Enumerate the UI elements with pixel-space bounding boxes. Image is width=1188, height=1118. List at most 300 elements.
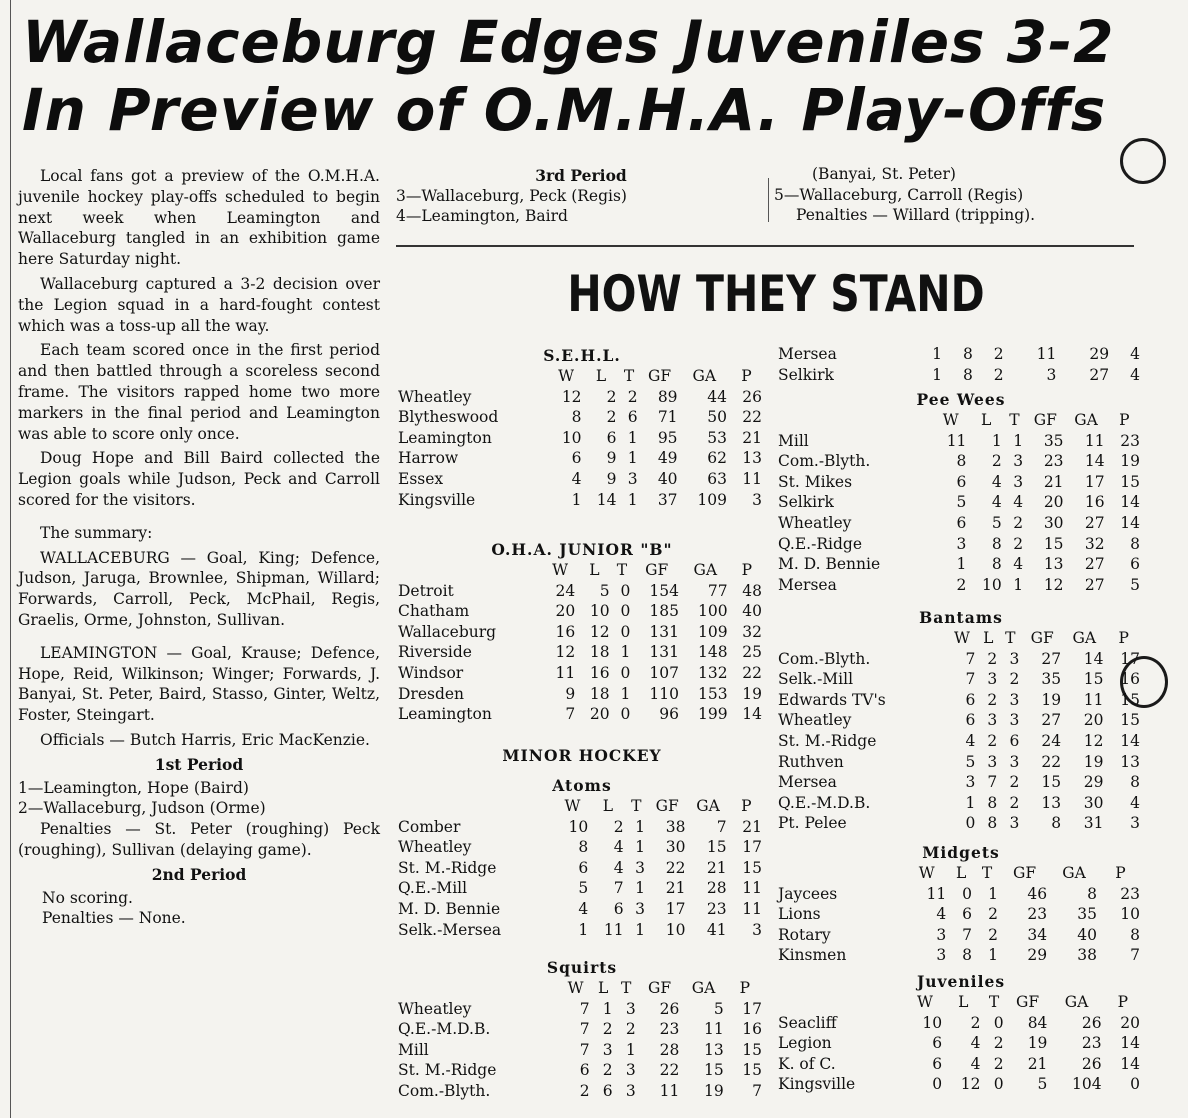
stat-cell: 3 [1009, 752, 1020, 771]
headline-line-1: Wallaceburg Edges Juveniles 3-2 [22, 8, 1115, 76]
penalties-line: Penalties — None. [42, 909, 186, 928]
team-name: Wheatley [398, 999, 472, 1018]
stat-cell: 19 [1120, 452, 1140, 471]
column-header: L [983, 629, 994, 647]
stat-cell: 0 [620, 663, 631, 682]
stat-cell: 13 [1043, 555, 1064, 574]
table-row [398, 1081, 764, 1102]
stat-cell: 0 [965, 814, 976, 833]
stat-cell: 17 [1084, 472, 1105, 491]
stat-cell: 14 [1120, 1054, 1140, 1073]
stat-cell: 34 [1027, 925, 1048, 944]
stat-cell: 3 [1130, 814, 1140, 833]
stat-cell: 21 [706, 858, 727, 877]
division-title: Midgets [922, 843, 1000, 862]
leamington-lineup: LEAMINGTON — Goal, Krause; Defence, Hope, Reid, Wilkinson; Winger; Forwards, J. Banyai, St. Peter, Baird, Stasso, Ginter, Weltz, Foster, Steingart. [18, 643, 380, 725]
column-header: T [621, 979, 632, 997]
stat-cell: 27 [1041, 711, 1062, 730]
column-header: P [739, 979, 751, 997]
table-row [778, 344, 1142, 365]
column-header-row [398, 560, 764, 581]
stat-cell: 15 [742, 1061, 762, 1080]
stat-cell: 2 [606, 387, 617, 406]
league-title: O.H.A. JUNIOR "B" [491, 540, 673, 559]
stat-cell: 11 [603, 920, 624, 939]
stat-cell: 4 [936, 905, 947, 924]
stat-cell: 28 [659, 1040, 680, 1059]
stat-cell: 5 [1037, 1075, 1048, 1094]
stat-cell: 5 [956, 493, 967, 512]
stat-cell: 8 [1130, 925, 1140, 944]
squirts-standings [398, 958, 766, 1102]
column-header: W [558, 367, 575, 385]
team-name: Wheatley [398, 387, 472, 406]
team-name: Chatham [398, 602, 470, 621]
table-row [398, 601, 764, 622]
table-row [778, 1074, 1142, 1095]
scoring-line: 1—Leamington, Hope (Baird) [18, 778, 249, 797]
standings-table [398, 978, 764, 1102]
stat-cell: 22 [742, 663, 762, 682]
stat-cell: 6 [965, 711, 976, 730]
stat-cell: 1 [988, 946, 998, 965]
table-row [778, 690, 1142, 711]
stat-cell: 7 [1130, 946, 1140, 965]
stat-cell: 11 [659, 1081, 680, 1100]
stat-cell: 14 [1120, 1034, 1140, 1053]
team-name: Kingsville [778, 1075, 856, 1094]
stat-cell: 10 [982, 575, 1002, 594]
stat-cell: 30 [665, 838, 686, 857]
stat-cell: 21 [742, 817, 762, 836]
stat-cell: 6 [932, 1054, 943, 1073]
stat-cell: 14 [742, 705, 762, 724]
stat-cell: 1 [620, 643, 631, 662]
column-header-row [398, 796, 764, 817]
section-rule [396, 245, 1134, 247]
table-row [398, 407, 764, 428]
division-title: Pee Wees [916, 390, 1006, 409]
midgets-standings [778, 843, 1144, 966]
stat-cell: 4 [1130, 345, 1140, 363]
stat-cell: 4 [970, 1054, 981, 1073]
stat-cell: 6 [962, 905, 973, 924]
stat-cell: 23 [1120, 431, 1140, 450]
stat-cell: 30 [1083, 793, 1104, 812]
penalties-line: Penalties — St. Peter (roughing) Peck (roughing), Sullivan (delaying game). [18, 820, 380, 859]
stat-cell: 3 [625, 1081, 636, 1100]
stat-cell: 5 [1130, 575, 1140, 594]
scoring-line: (Banyai, St. Peter) [812, 165, 956, 183]
stat-cell: 5 [713, 999, 724, 1018]
stat-cell: 6 [602, 1081, 613, 1100]
team-name: Wallaceburg [398, 622, 497, 641]
stat-cell: 23 [1081, 1034, 1102, 1053]
stat-cell: 15 [742, 1040, 762, 1059]
stat-cell: 2 [991, 452, 1002, 471]
team-name: Harrow [398, 449, 459, 468]
team-name: Leamington [398, 705, 492, 724]
table-row [778, 945, 1142, 966]
stat-cell: 7 [565, 705, 576, 724]
column-header: L [602, 797, 614, 815]
stat-cell: 8 [991, 555, 1002, 574]
stat-cell: 154 [649, 581, 679, 600]
column-header: GF [655, 797, 679, 815]
table-row [398, 642, 764, 663]
team-name: Selkirk [778, 365, 834, 384]
stat-cell: 11 [742, 879, 762, 898]
team-name: Blytheswood [398, 408, 499, 427]
stat-cell: 6 [1130, 555, 1140, 574]
stat-cell: 4 [1130, 365, 1140, 384]
column-header: GA [691, 979, 716, 997]
stat-cell: 10 [665, 920, 686, 939]
team-name: Com.-Blyth. [398, 1081, 491, 1100]
team-header [398, 366, 549, 387]
table-row [778, 431, 1142, 452]
stat-cell: 14 [1120, 731, 1140, 750]
stat-cell: 8 [987, 793, 998, 812]
stat-cell: 2 [1009, 773, 1020, 792]
first-period-heading: 1st Period [154, 754, 244, 774]
stat-cell: 1 [578, 920, 589, 939]
stat-cell: 5 [991, 513, 1002, 532]
stat-cell: 1 [965, 793, 976, 812]
stat-cell: 2 [993, 1034, 1004, 1053]
stat-cell: 1 [956, 555, 967, 574]
table-row [398, 469, 764, 490]
standings-table [778, 344, 1142, 385]
stat-cell: 15 [742, 858, 762, 877]
stat-cell: 185 [649, 602, 679, 621]
stat-cell: 2 [613, 817, 624, 836]
stat-cell: 89 [657, 387, 678, 406]
stat-cell: 2 [993, 345, 1004, 363]
stat-cell: 1 [602, 999, 613, 1018]
team-header [398, 796, 555, 817]
column-header-row [778, 992, 1142, 1013]
column-header: T [1009, 411, 1020, 429]
stat-cell: 95 [657, 428, 678, 447]
stat-cell: 29 [1027, 946, 1048, 965]
stat-cell: 71 [657, 408, 678, 427]
column-header: P [1118, 629, 1129, 647]
column-header: P [741, 797, 752, 815]
stat-cell: 77 [707, 581, 728, 600]
team-header [778, 863, 905, 884]
bantams-standings [778, 608, 1144, 834]
stat-cell: 3 [1013, 472, 1024, 491]
summary-intro: The summary: [40, 523, 153, 542]
stat-cell: 109 [697, 490, 727, 509]
team-name: Mersea [778, 575, 837, 594]
stat-cell: 16 [589, 663, 610, 682]
stat-cell: 3 [635, 899, 645, 918]
stat-cell: 22 [665, 858, 686, 877]
stat-cell: 9 [565, 684, 576, 703]
stat-cell: 2 [1013, 534, 1024, 553]
stat-cell: 12 [960, 1075, 981, 1094]
table-row [778, 1013, 1142, 1034]
stat-cell: 14 [1084, 452, 1105, 471]
headline [22, 8, 1172, 144]
stat-cell: 2 [602, 1020, 613, 1039]
division-title: Juveniles [916, 972, 1006, 991]
team-name: Com.-Blyth. [778, 452, 871, 471]
stat-cell: 21 [1027, 1054, 1048, 1073]
team-name: Wheatley [778, 711, 852, 730]
stat-cell: 6 [579, 1061, 590, 1080]
stat-cell: 7 [613, 879, 624, 898]
team-name: K. of C. [778, 1054, 836, 1073]
team-name: St. M.-Ridge [398, 858, 497, 877]
stat-cell: 1 [635, 879, 645, 898]
stat-cell: 110 [649, 684, 679, 703]
stat-cell: 1 [635, 817, 645, 836]
stat-cell: 9 [606, 469, 617, 488]
stat-cell: 8 [987, 814, 998, 833]
table-row [398, 622, 764, 643]
stat-cell: 7 [965, 649, 976, 668]
stat-cell: 18 [589, 684, 610, 703]
stat-cell: 3 [625, 1061, 636, 1080]
story-column [18, 166, 380, 929]
juveniles-standings [778, 972, 1144, 1095]
stat-cell: 11 [742, 469, 762, 488]
stat-cell: 2 [993, 365, 1004, 384]
scoring-line: 3—Wallaceburg, Peck (Regis) [396, 187, 627, 205]
team-name: Selk.-Mersea [398, 920, 502, 939]
stat-cell: 3 [936, 925, 947, 944]
column-header: GA [1062, 864, 1086, 882]
stat-cell: 0 [932, 1075, 943, 1094]
stat-cell: 10 [922, 1013, 943, 1032]
stat-cell: 2 [606, 408, 617, 427]
table-row [778, 752, 1142, 773]
stat-cell: 16 [1084, 493, 1105, 512]
atoms-standings [398, 776, 766, 940]
stat-cell: 107 [649, 663, 679, 682]
stat-cell: 1 [627, 449, 638, 468]
table-row [398, 837, 764, 858]
stat-cell: 18 [589, 643, 610, 662]
team-name: Pt. Pelee [778, 814, 847, 833]
column-header: L [595, 367, 607, 385]
stat-cell: 2 [627, 387, 638, 406]
team-name: Q.E.-M.D.B. [778, 793, 871, 812]
stat-cell: 2 [987, 731, 998, 750]
stat-cell: 15 [1120, 472, 1140, 491]
team-name: Mill [778, 431, 809, 450]
stat-cell: 6 [1009, 731, 1020, 750]
column-header-row [778, 410, 1142, 431]
stat-cell: 3 [1009, 711, 1020, 730]
column-header: T [1005, 629, 1016, 647]
stat-cell: 0 [993, 1075, 1004, 1094]
column-header: GF [1030, 629, 1054, 647]
stat-cell: 153 [698, 684, 728, 703]
division-title: Bantams [919, 608, 1003, 627]
table-row [398, 663, 764, 684]
stat-cell: 3 [1009, 814, 1020, 833]
stat-cell: 8 [1087, 884, 1097, 903]
column-header: L [589, 561, 600, 579]
team-name: M. D. Bennie [398, 899, 501, 918]
scoring-line: No scoring. [42, 888, 133, 907]
standings-table [778, 628, 1142, 834]
stat-cell: 20 [589, 705, 610, 724]
standings-table [398, 366, 764, 510]
standings-table [778, 863, 1142, 966]
table-row [398, 387, 764, 408]
table-row [778, 813, 1142, 834]
stat-cell: 3 [635, 858, 645, 877]
stat-cell: 11 [926, 884, 947, 903]
table-row [398, 920, 764, 941]
team-name: St. M.-Ridge [398, 1061, 497, 1080]
stat-cell: 37 [657, 490, 678, 509]
stat-cell: 44 [707, 387, 727, 406]
stat-cell: 35 [1077, 905, 1097, 924]
stat-cell: 6 [965, 690, 976, 709]
stat-cell: 3 [625, 999, 636, 1018]
officials: Officials — Butch Harris, Eric MacKenzie. [40, 730, 370, 749]
team-name: Wheatley [778, 513, 852, 532]
stat-cell: 132 [698, 663, 728, 682]
column-header: GA [693, 561, 718, 579]
column-header-row [778, 628, 1142, 649]
league-title: S.E.H.L. [543, 346, 621, 365]
third-period-continued [774, 164, 1134, 226]
column-header: T [623, 367, 635, 385]
stat-cell: 35 [1041, 670, 1062, 689]
stat-cell: 4 [1013, 555, 1024, 574]
team-name: Rotary [778, 925, 831, 944]
table-row [778, 731, 1142, 752]
column-header: GF [648, 367, 672, 385]
scoring-line: 4—Leamington, Baird [396, 207, 568, 225]
continued-standings [778, 344, 1144, 385]
stat-cell: 48 [742, 581, 762, 600]
stat-cell: 21 [742, 428, 762, 447]
table-row [398, 684, 764, 705]
stat-cell: 2 [988, 925, 998, 944]
column-header: T [981, 864, 993, 882]
stat-cell: 62 [707, 449, 727, 468]
wallaceburg-lineup: WALLACEBURG — Goal, King; Defence, Judson, Jaruga, Brownlee, Shipman, Willard; Forwards, Carroll, Peck, McPhail, Regis, Graelis, Orme, Johnston, Sullivan. [18, 548, 380, 629]
stat-cell: 3 [965, 773, 976, 792]
team-name: Lions [778, 905, 821, 924]
standings-table [778, 992, 1142, 1095]
peewees-standings [778, 390, 1144, 595]
team-header [398, 978, 560, 999]
stat-cell: 100 [698, 602, 728, 621]
stat-cell: 23 [1120, 884, 1140, 903]
stat-cell: 11 [555, 663, 576, 682]
table-row [778, 554, 1142, 575]
story-paragraph: Wallaceburg captured a 3-2 decision over the Legion squad in a hard-fought contest which was a toss-up all the way. [18, 274, 380, 335]
stat-cell: 32 [742, 622, 762, 641]
table-row [778, 925, 1142, 946]
stat-cell: 15 [1041, 773, 1062, 792]
stat-cell: 3 [936, 946, 947, 965]
team-name: St. Mikes [778, 472, 853, 491]
stat-cell: 8 [1130, 773, 1140, 792]
stat-cell: 15 [704, 1061, 724, 1080]
team-name: St. M.-Ridge [778, 731, 877, 750]
stat-cell: 19 [1083, 752, 1104, 771]
column-header: W [917, 993, 933, 1011]
stat-cell: 0 [993, 1013, 1004, 1032]
column-header: P [1115, 864, 1126, 882]
team-name: Essex [398, 469, 444, 488]
penalties-line: Penalties — Willard (tripping). [796, 206, 1036, 224]
table-row [398, 448, 764, 469]
column-header: GF [1012, 864, 1037, 882]
stat-cell: 2 [970, 1013, 981, 1032]
stat-cell: 4 [991, 472, 1002, 491]
team-name: Kinsmen [778, 946, 847, 965]
table-row [778, 492, 1142, 513]
column-header: L [597, 979, 609, 997]
stat-cell: 3 [1009, 690, 1020, 709]
stat-cell: 14 [1120, 493, 1140, 512]
table-row [778, 793, 1142, 814]
stat-cell: 6 [932, 1034, 943, 1053]
column-rule [768, 178, 769, 222]
team-header [778, 992, 906, 1013]
stat-cell: 19 [1027, 1034, 1048, 1053]
stat-cell: 15 [1120, 690, 1140, 709]
stat-cell: 7 [579, 1040, 590, 1059]
column-header: W [954, 629, 970, 647]
team-name: Legion [778, 1034, 832, 1053]
stat-cell: 3 [987, 711, 998, 730]
stat-cell: 10 [589, 602, 610, 621]
stat-cell: 7 [579, 1020, 590, 1039]
team-name: Mersea [778, 773, 837, 792]
stat-cell: 20 [1043, 493, 1064, 512]
stat-cell: 40 [1077, 925, 1097, 944]
table-row [398, 858, 764, 879]
column-header: W [564, 797, 581, 815]
division-title: Atoms [552, 776, 612, 795]
team-name: Q.E.-Ridge [778, 534, 862, 553]
team-name: Windsor [398, 663, 464, 682]
column-header: P [1119, 411, 1130, 429]
stat-cell: 4 [613, 858, 624, 877]
stat-cell: 7 [965, 670, 976, 689]
stat-cell: 1 [1013, 431, 1024, 450]
minor-hockey-title: MINOR HOCKEY [502, 746, 662, 765]
stat-cell: 11 [704, 1020, 724, 1039]
stat-cell: 22 [659, 1061, 680, 1080]
stat-cell: 50 [707, 408, 727, 427]
stat-cell: 13 [1041, 793, 1062, 812]
stat-cell: 1 [1013, 575, 1024, 594]
column-header: GA [1064, 993, 1089, 1011]
stat-cell: 27 [1084, 575, 1105, 594]
stat-cell: 13 [1120, 752, 1140, 771]
stat-cell: 0 [620, 622, 631, 641]
team-name: Leamington [398, 428, 492, 447]
stat-cell: 15 [1083, 670, 1104, 689]
stat-cell: 5 [599, 581, 610, 600]
team-name: Wheatley [398, 838, 472, 857]
stat-cell: 23 [1027, 905, 1048, 924]
stat-cell: 12 [1083, 731, 1104, 750]
